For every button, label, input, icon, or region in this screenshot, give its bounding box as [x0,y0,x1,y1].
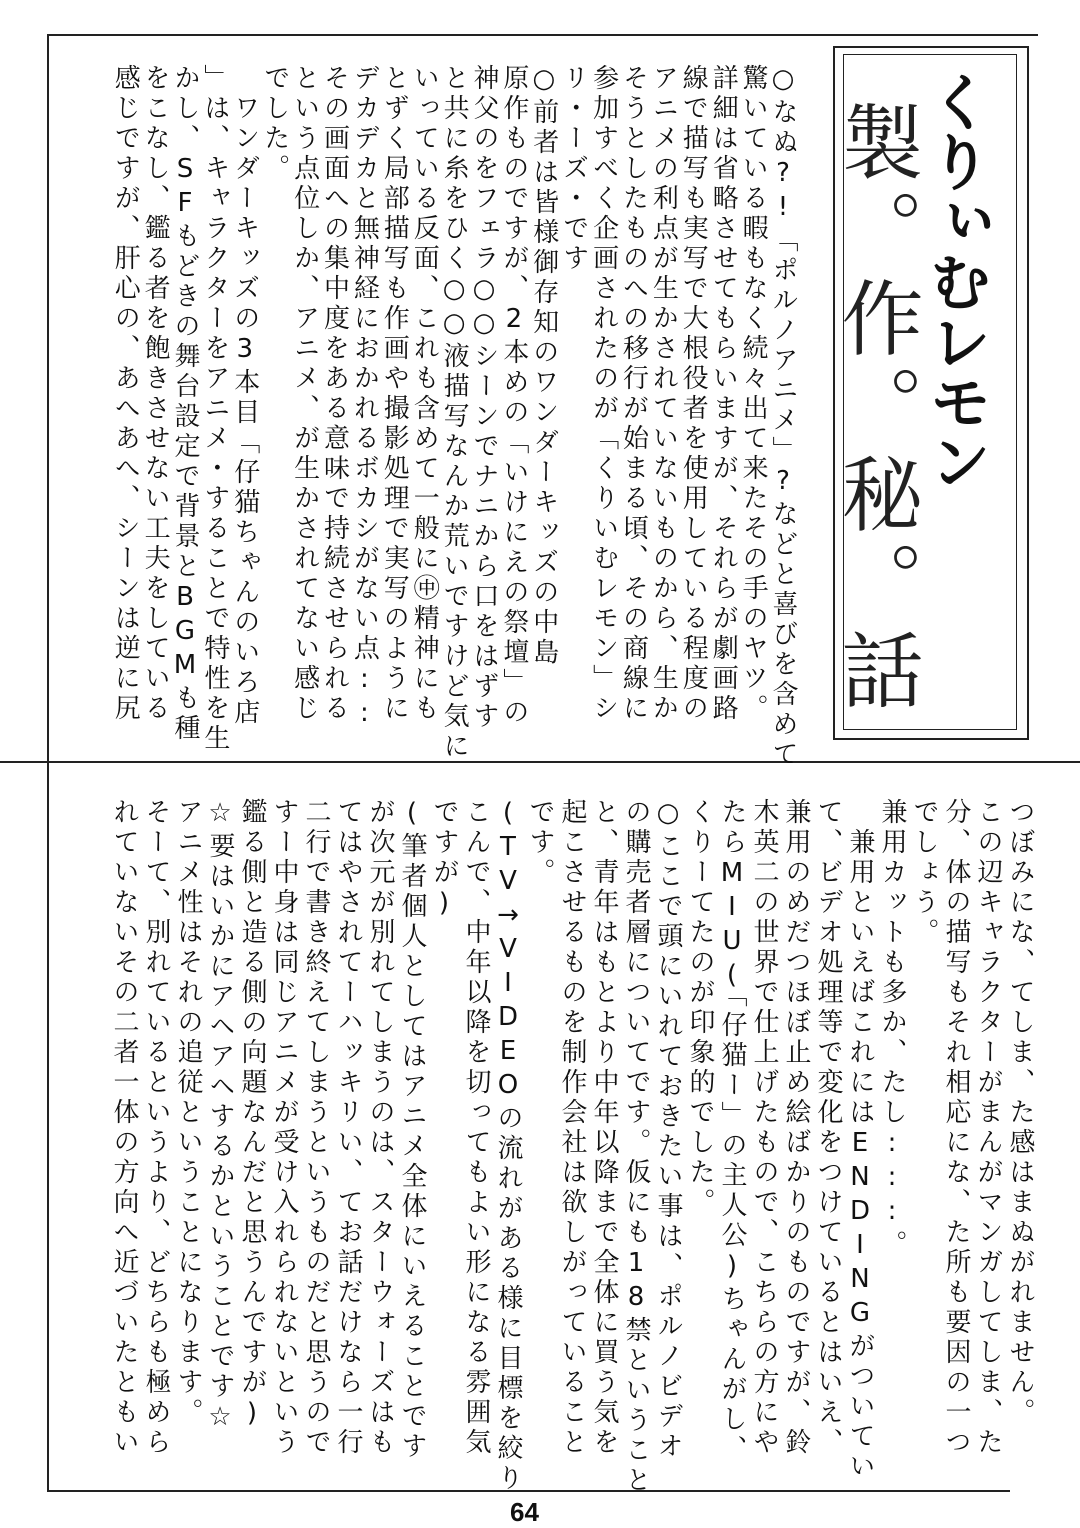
text-column: と、青年はもとより中年以降まで全体に買う気を [589,798,619,1458]
top-border [48,34,1038,36]
text-column: たらMIU(「仔猫ー」の主人公)ちゃんがし、 [717,798,747,1465]
article-heading: 製。作。秘。話 [828,100,923,716]
text-column: いっている反面、これも含めて一般に㊥精神にも [409,64,440,724]
text-column: れていないその二者一体の方向へ近づいたともい [109,798,139,1458]
text-column: ○なぬ?!「ポルノアニメ」?などと喜びを含めて [768,64,798,770]
text-column: とずく局部描写も作画や撮影処理で実写のように [379,64,410,724]
text-column: アニメの利点が生かされていないものから、生か [648,64,679,724]
text-column: そーて、別れているというより、どちらも極めら [141,798,171,1458]
text-column: でした。 [259,64,290,184]
page-number: 64 [510,1497,539,1527]
text-column: 詳細は省略させてもらいますが、それらが劇画路 [708,64,739,724]
text-column: ですが) [429,798,459,922]
left-border [47,34,49,1492]
text-column: つぼみにな、てしま、た感はまぬがれません。 [1005,798,1035,1428]
text-column: 感じですが、肝心の、あへあへ、シーンは逆に尻 [110,64,141,724]
text-column: くりーてたのが印象的でした。 [685,798,715,1218]
text-column: 原作ものですが、2本めの「いけにえの祭壇」の [498,64,529,728]
text-column: をこなし、鑑る者を飽きさせない工夫をしている [140,64,171,724]
text-column: (TV→VIDEOの流れがある様に目標を絞り [493,798,523,1494]
text-column: 」は、キャラクターをアニメ・することで特性を生 [199,64,230,754]
text-column: 線で描写も実写で大根役者を使用している程度の [678,64,709,724]
text-column: ○前者は皆様御存知のワンダーキッズの中島 [528,64,559,668]
text-column: アニメ性はそれの追従ということになります。 [173,798,203,1428]
text-column: という点位しか、アニメ、が生かされてない感じ [289,64,320,724]
text-column: デカデカと無神経におかれるボカシがない点:: [349,64,380,732]
text-column: リ・ーズ・です [558,64,589,274]
text-column: ☆要はいかにアヘアヘするかということです☆ [205,798,235,1436]
series-title: くりぃむレモン [919,70,992,490]
section-divider [0,761,1080,763]
text-column: 驚いている暇もなく続々出て来たその手のヤツ。 [738,64,769,724]
bottom-border [48,1490,1010,1492]
text-column: (筆者個人としてはアニメ全体にいえることです [397,798,427,1462]
text-column: が次元が別れてしまうのは、スターウォーズはも [365,798,395,1458]
text-column: の購売者層についてです。仮にも18禁ということ [621,798,651,1496]
text-column: 兼用のめだつほぼ止め絵ばかりのものですが、鈴 [781,798,811,1458]
text-column: すー中身は同じアニメが受け入れられないという [269,798,299,1458]
text-column: 起こさせるものを制作会社は欲しがっていること [557,798,587,1458]
text-column: 木英二の世界で仕上げたもので、こちらの方にや [749,798,779,1458]
text-column: でしょう。 [909,798,939,948]
text-column: ○ここで頭にいれておきたい事は、ポルノビデオ [653,798,683,1462]
text-column: 兼用といえばこれにはENDINGがついてい [845,798,875,1482]
text-column: 兼用カットも多か、たし:::。 [877,798,907,1260]
text-column: 参加すべく企画されたのが「くりいむレモン」シ [588,64,619,724]
text-column: そうとしたものへの移行が始まる頃、その商線に [618,64,649,724]
text-column: 二行で書き終えてしまうというものだと思うので [301,798,331,1458]
text-column: と共に糸をひく○○液描写なんか荒いですけど気に [439,64,470,762]
text-column: ワンダーキッズの3本目「仔猫ちゃんのいろ店 [229,64,260,728]
text-column: 分、体の描写もそれ相応にな、た所も要因の一つ [941,798,971,1458]
text-column: この辺キャラクターがまんがマンガしてしま、た [973,798,1003,1458]
text-column: 鑑る側と造る側の向題なんだと思うんですが) [237,798,267,1432]
text-column: こんで、中年以降を切ってもよい形になる雰囲気 [461,798,491,1458]
text-column: その画面への集中度をある意味で持続させられる [319,64,350,724]
text-column: てはやされてーハッキリい、てお話だけなら一行 [333,798,363,1458]
text-column: 神父のをフェラ○○シーンでナニから口をはずす [469,64,499,732]
text-column: かし、SFもどきの舞台設定で背景とBGMも種 [170,64,200,744]
text-column: です。 [525,798,555,888]
text-column: て、ビデオ処理等で変化をつけているとはいえ、 [813,798,843,1458]
